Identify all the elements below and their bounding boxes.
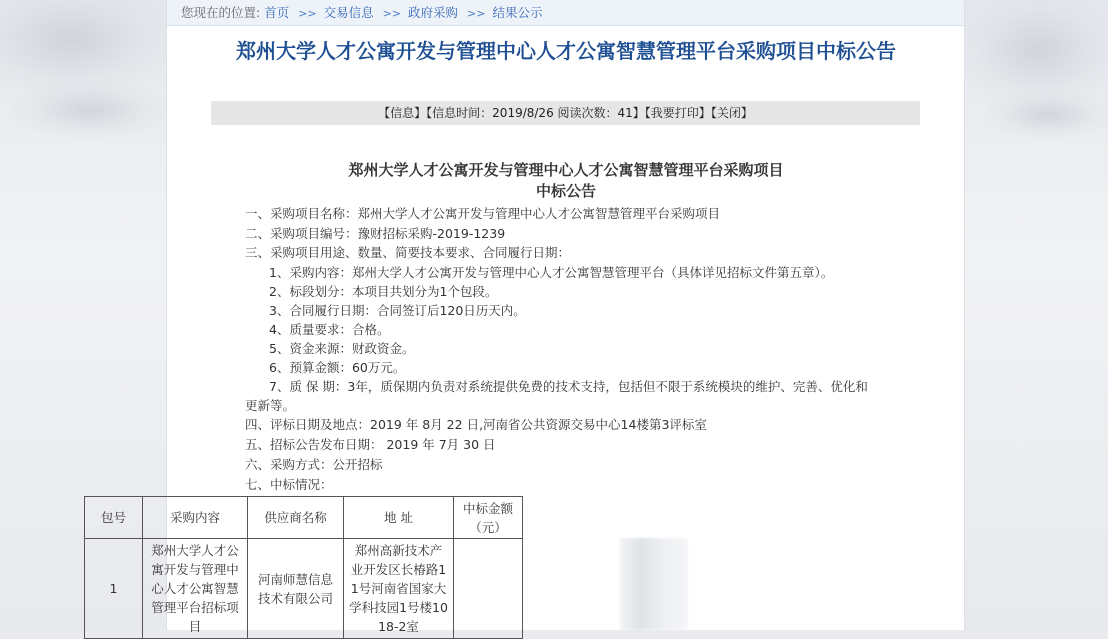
background-decoration [10, 80, 170, 140]
print-link[interactable]: 【我要打印】 [644, 106, 711, 120]
package-number-cell: 1 [85, 539, 143, 639]
content-cell [143, 539, 248, 639]
breadcrumb-gov-procurement-link[interactable]: 政府采购 [408, 5, 459, 20]
breadcrumb [167, 0, 964, 26]
address-cell [344, 539, 454, 639]
page-title: 郑州大学人才公寓开发与管理中心人才公寓智慧管理平台采购项目中标公告 [236, 39, 896, 63]
section-4: 四、评标日期及地点：2019 年 8月 22 日,河南省公共资源交易中心14楼第3评标室 [245, 417, 707, 432]
supplier-line: 技术有限公司 [257, 590, 333, 606]
content-line: 心人才公寓智慧 [151, 581, 239, 596]
section-3-item-3: 3、合同履行日期：合同签订后120日历天内。 [269, 303, 526, 318]
amount-header-line1: 中标金额 [462, 500, 513, 516]
section-3-item-1: 1、采购内容：郑州大学人才公寓开发与管理中心人才公寓智慧管理平台（具体详见招标文件第五章）。 [269, 265, 834, 280]
amount-cell [454, 539, 523, 639]
section-7: 七、中标情况： [245, 477, 333, 492]
table-header-row [85, 497, 523, 539]
info-time: 【信息时间：2019/8/26 阅读次数：41】 [426, 106, 645, 120]
document-title-line2: 中标公告 [535, 182, 596, 200]
table-row [85, 539, 523, 639]
breadcrumb-home-link[interactable]: 首页 [264, 5, 290, 20]
document-title [211, 160, 921, 202]
close-link[interactable]: 【关闭】 [710, 106, 753, 120]
background-right [964, 0, 1108, 630]
address-line: 18-2室 [378, 619, 419, 634]
section-3-item-5: 5、资金来源：财政资金。 [269, 341, 415, 356]
section-2: 二、采购项目编号：豫财招标采购-2019-1239 [245, 226, 506, 241]
breadcrumb-result-link[interactable]: 结果公示 [492, 5, 543, 20]
section-3-item-7: 7、质 保 期：3年，质保期内负责对系统提供免费的技术支持，包括但不限于系统模块的维护、完善、优化和 [269, 379, 868, 394]
background-decoration [984, 90, 1108, 140]
content-line: 管理平台招标项 [151, 600, 239, 615]
content-line: 目 [188, 619, 202, 634]
address-line: 郑州高新技术产 [354, 543, 443, 558]
content-line: 郑州大学人才公 [151, 543, 239, 558]
info-bar [211, 101, 920, 125]
table-header-cell: 地 址 [344, 497, 454, 539]
redacted-amount-blur [620, 538, 688, 630]
section-3-item-7-cont: 更新等。 [245, 398, 296, 413]
amount-header-line2: （元） [469, 519, 507, 535]
section-3: 三、采购项目用途、数量、简要技本要求、合同履行日期： [245, 245, 571, 260]
table-header-cell: 采购内容 [143, 497, 248, 539]
breadcrumb-trade-info-link[interactable]: 交易信息 [323, 5, 374, 20]
section-3-item-6: 6、预算金额：60万元。 [269, 360, 406, 375]
content-line: 寓开发与管理中 [151, 562, 239, 577]
table-header-cell: 供应商名称 [248, 497, 344, 539]
supplier-cell [248, 539, 344, 639]
double-chevron-right-icon: >> [467, 7, 486, 20]
address-line: 学科技园1号楼10 [349, 600, 448, 615]
table-header-cell [454, 497, 523, 539]
section-5: 五、招标公告发布日期： 2019 年 7月 30 日 [245, 437, 496, 452]
section-3-item-4: 4、质量要求：合格。 [269, 322, 390, 337]
supplier-line: 河南师慧信息 [257, 571, 333, 587]
breadcrumb-label: 您现在的位置: [181, 5, 261, 20]
double-chevron-right-icon: >> [382, 7, 402, 20]
address-line: 1号河南省国家大 [350, 581, 447, 596]
double-chevron-right-icon: >> [298, 7, 317, 20]
address-line: 业开发区长椿路1 [350, 562, 447, 577]
section-1: 一、采购项目名称：郑州大学人才公寓开发与管理中心人才公寓智慧管理平台采购项目 [245, 206, 721, 221]
section-3-item-2: 2、标段划分：本项目共划分为1个包段。 [269, 284, 498, 299]
info-label: 【信息】 [378, 106, 427, 120]
table-header-cell: 包号 [85, 497, 143, 539]
document-title-line1: 郑州大学人才公寓开发与管理中心人才公寓智慧管理平台采购项目 [348, 161, 784, 179]
award-table [84, 496, 523, 639]
section-6: 六、采购方式：公开招标 [245, 457, 383, 472]
